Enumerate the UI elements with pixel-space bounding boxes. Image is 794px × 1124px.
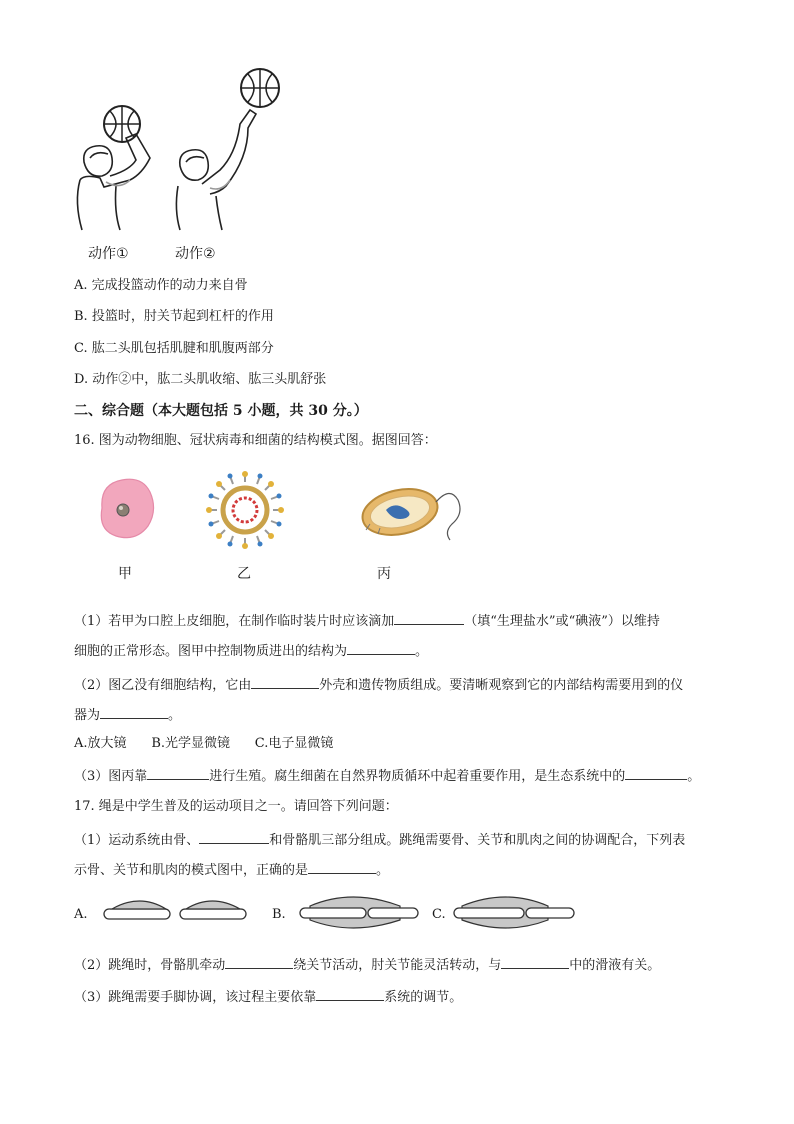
answer-blank[interactable] <box>251 674 319 689</box>
answer-blank[interactable] <box>308 859 376 874</box>
q17-p2: （2）跳绳时，骨骼肌牵动 绕关节活动，肘关节能灵活转动，与 中的滑液有关。 <box>74 954 660 976</box>
basketball-icon <box>241 69 279 107</box>
cell-structures-figure <box>90 470 480 560</box>
q17-stem: 17. 绳是中学生普及的运动项目之一。请回答下列问题： <box>74 799 398 814</box>
q17-p3: （3）跳绳需要手脚协调，该过程主要依靠 系统的调节。 <box>74 986 462 1008</box>
animal-cell-icon <box>101 479 153 537</box>
q16-stem: 16. 图为动物细胞、冠状病毒和细菌的结构模式图。据图回答： <box>74 433 437 448</box>
bacterium-icon <box>358 483 460 542</box>
basketball-shooting-figure <box>70 62 300 232</box>
q16-p1-line2: 细胞的正常形态。图甲中控制物质进出的结构为 。 <box>74 640 428 662</box>
q17-p1-line1: （1）运动系统由骨、 和骨骼肌三部分组成。跳绳需要骨、关节和肌肉之间的协调配合，下列表 <box>74 829 685 851</box>
answer-blank[interactable] <box>394 610 464 625</box>
diagram-option-c <box>452 892 576 934</box>
answer-blank[interactable] <box>199 829 269 844</box>
q16-p2-line2: 器为 。 <box>74 704 181 726</box>
person-action-2 <box>176 110 256 230</box>
label-yi: 乙 <box>237 566 251 582</box>
option-b-label: B. <box>272 907 286 922</box>
label-jia: 甲 <box>118 566 132 582</box>
person-action-1 <box>77 134 150 230</box>
q16-p1-line1: （1）若甲为口腔上皮细胞，在制作临时装片时应该滴加 （填“生理盐水”或“碘液”）以维持 <box>74 610 660 632</box>
option-c-label: C. <box>432 907 446 922</box>
option-b-text: B. 投篮时，肘关节起到杠杆的作用 <box>74 309 274 324</box>
figure-caption-2: 动作② <box>175 246 216 262</box>
answer-blank[interactable] <box>225 954 293 969</box>
option-a-label: A. <box>74 907 88 922</box>
q16-p2-options: A.放大镜 B.光学显微镜 C.电子显微镜 <box>74 736 334 751</box>
answer-blank[interactable] <box>625 765 687 780</box>
option-a-text: A. 完成投篮动作的动力来自骨 <box>74 278 248 293</box>
answer-blank[interactable] <box>100 704 168 719</box>
answer-blank[interactable] <box>147 765 209 780</box>
coronavirus-icon <box>206 471 284 549</box>
section-title: 二、综合题（本大题包括 5 小题，共 30 分。） <box>74 403 368 419</box>
basketball-icon <box>104 106 140 142</box>
answer-blank[interactable] <box>347 640 415 655</box>
diagram-option-b <box>296 892 420 934</box>
option-c-text: C. 肱二头肌包括肌腱和肌腹两部分 <box>74 341 274 356</box>
option-d-text: D. 动作②中，肱二头肌收缩、肱三头肌舒张 <box>74 372 327 387</box>
q16-p3: （3）图丙靠 进行生殖。腐生细菌在自然界物质循环中起着重要作用，是生态系统中的 。 <box>74 765 700 787</box>
diagram-option-a <box>100 895 250 931</box>
answer-blank[interactable] <box>316 986 384 1001</box>
q17-p1-line2: 示骨、关节和肌肉的模式图中，正确的是 。 <box>74 859 389 881</box>
answer-blank[interactable] <box>501 954 569 969</box>
label-bing: 丙 <box>377 566 391 582</box>
figure-caption-1: 动作① <box>88 246 129 262</box>
q16-p2-line1: （2）图乙没有细胞结构，它由 外壳和遗传物质组成。要清晰观察到它的内部结构需要用到的仪 <box>74 674 683 696</box>
